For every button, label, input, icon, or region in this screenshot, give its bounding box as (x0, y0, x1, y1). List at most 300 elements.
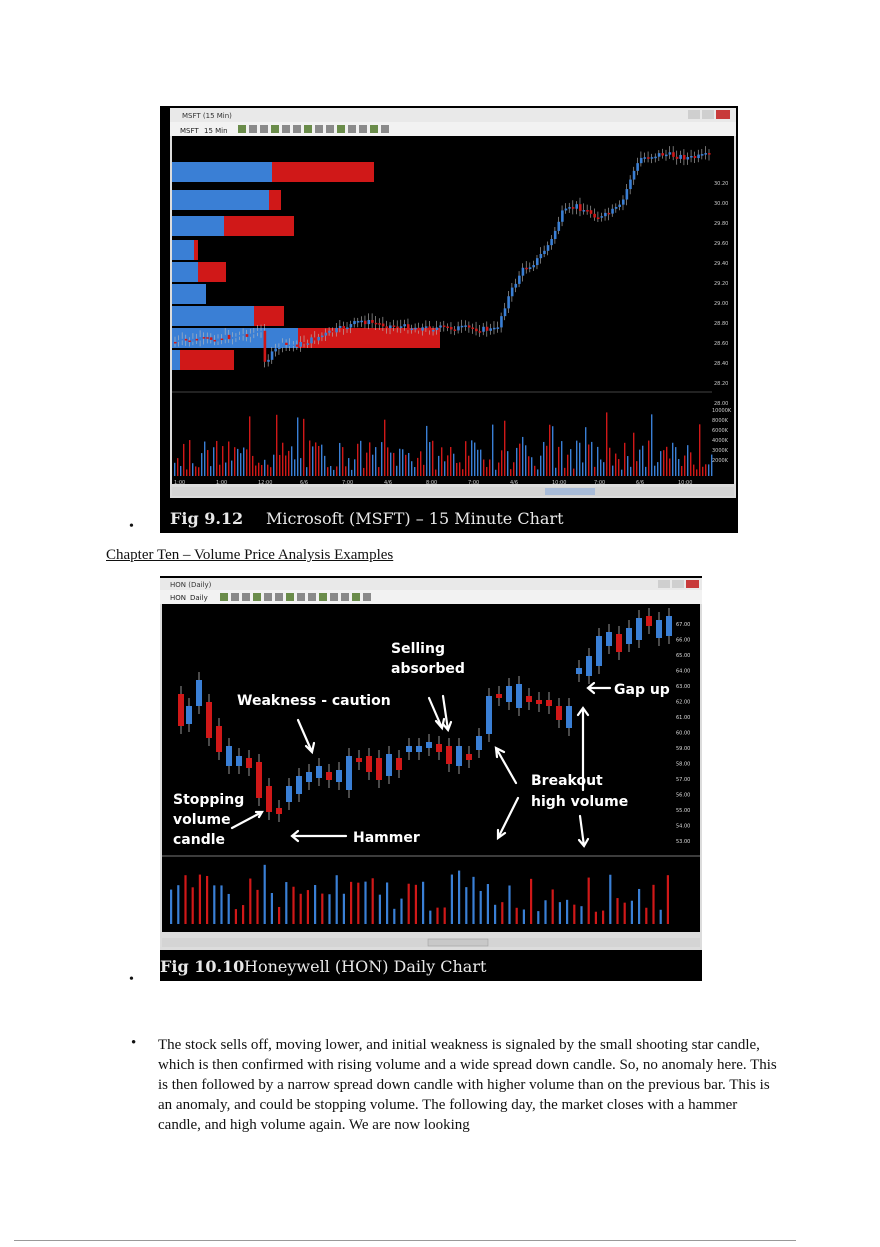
volume-bar (252, 456, 253, 476)
volume-bar (456, 463, 457, 476)
profile-bar-blue (172, 284, 206, 304)
candle-body (536, 700, 542, 704)
candle-body (196, 339, 199, 341)
volume-bar (225, 463, 226, 476)
candle-body (476, 736, 482, 750)
candle-body (236, 756, 242, 766)
volume-bar (438, 456, 439, 476)
candle-body (486, 696, 492, 734)
volume-bar (495, 470, 496, 476)
candle-body (626, 628, 632, 644)
volume-bar (633, 433, 634, 476)
volume-bar (381, 442, 382, 476)
volume-bar (429, 911, 431, 924)
volume-bar (559, 902, 561, 924)
volume-bar (242, 905, 244, 924)
volume-bar (432, 441, 433, 476)
volume-bar (600, 459, 601, 476)
candle-body (278, 348, 281, 350)
volume-bar (642, 446, 643, 476)
candle-body (285, 343, 288, 345)
volume-bar (530, 879, 532, 924)
volume-bar (579, 443, 580, 476)
candle-body (346, 756, 352, 790)
figure-caption-number: Fig 10.10 (160, 957, 245, 976)
volume-bar (363, 468, 364, 476)
figure-hon (160, 576, 702, 981)
candle-body (403, 324, 406, 326)
volume-bar (681, 466, 682, 476)
volume-bar (508, 885, 510, 924)
volume-bar (540, 456, 541, 476)
volume-bar (384, 420, 385, 476)
price-axis-label: 28.00 (714, 401, 729, 407)
volume-bar (246, 449, 247, 476)
volume-bar (372, 878, 374, 924)
annotation-gap-up: Gap up (614, 682, 670, 698)
toolbar-icon (260, 125, 268, 133)
volume-bar (399, 449, 400, 476)
candle-body (606, 632, 612, 646)
candle-body (342, 326, 345, 329)
volume-bar (447, 455, 448, 476)
volume-bar (408, 453, 409, 476)
candle-body (586, 656, 592, 676)
volume-bar (186, 469, 187, 476)
volume-bar (546, 446, 547, 476)
candle-body (636, 163, 639, 171)
candle-body (396, 327, 399, 329)
volume-bar (580, 906, 582, 924)
toolbar-icon (352, 593, 360, 601)
candle-body (479, 331, 482, 333)
candle-body (532, 265, 535, 267)
volume-bar (552, 426, 553, 476)
volume-bar (531, 457, 532, 476)
profile-bar-red (194, 240, 198, 260)
volume-bar (357, 883, 359, 924)
volume-bar (564, 468, 565, 476)
volume-bar (684, 456, 685, 476)
volume-bar (393, 453, 394, 476)
candle-body (604, 213, 607, 216)
volume-bar (468, 456, 469, 476)
volume-bar (417, 458, 418, 476)
candle-body (576, 668, 582, 674)
candle-body (651, 157, 654, 159)
volume-bar (267, 465, 268, 476)
volume-bar (516, 448, 517, 476)
price-axis-label: 53.00 (676, 839, 691, 845)
toolbar-icon (330, 593, 338, 601)
profile-bar-blue (172, 162, 272, 182)
candle-body (328, 331, 331, 333)
volume-bar (375, 447, 376, 476)
volume-bar (582, 462, 583, 476)
volume-bar (627, 456, 628, 476)
toolbar-interval: 15 Min (204, 127, 228, 135)
candle-body (228, 335, 231, 339)
annotation-high-volume: high volume (531, 794, 629, 810)
volume-bar (504, 421, 505, 476)
volume-bar (372, 455, 373, 476)
volume-bar (235, 909, 237, 924)
minimize-button[interactable] (688, 110, 700, 119)
candle-body (336, 770, 342, 782)
volume-bar (657, 462, 658, 476)
volume-bar (278, 907, 280, 924)
annotation-stopping: Stopping (173, 792, 245, 808)
candle-body (292, 345, 295, 347)
time-axis-label: 4/6 (384, 480, 393, 486)
candle-body (475, 329, 478, 332)
candle-body (646, 616, 652, 626)
volume-bar (552, 889, 554, 924)
candle-body (536, 258, 539, 265)
volume-bar (483, 460, 484, 476)
candle-body (296, 776, 302, 794)
time-axis-label: 7:00 (342, 480, 354, 486)
profile-bar-blue (172, 216, 224, 236)
volume-bar (597, 447, 598, 476)
close-button[interactable] (716, 110, 730, 119)
volume-bar (339, 443, 340, 476)
toolbar-icon (370, 125, 378, 133)
price-axis-label: 67.00 (676, 622, 691, 628)
candle-body (496, 694, 502, 698)
volume-bar (648, 441, 649, 476)
volume-bar (522, 437, 523, 476)
volume-bar (276, 415, 277, 476)
footer-rule (14, 1240, 796, 1241)
toolbar-icon (271, 125, 279, 133)
candle-body (414, 328, 417, 330)
volume-bar (201, 453, 202, 476)
volume-bar (327, 467, 328, 476)
volume-bar (651, 414, 652, 476)
volume-bar (510, 469, 511, 476)
volume-bar (534, 466, 535, 476)
candle-body (366, 756, 372, 772)
bullet: • (129, 972, 134, 987)
volume-bar (271, 893, 273, 924)
candle-body (500, 316, 503, 327)
candle-body (514, 284, 517, 288)
price-axis-label: 57.00 (676, 777, 691, 783)
close-button[interactable] (686, 580, 699, 588)
toolbar-icon (275, 593, 283, 601)
toolbar-icon (249, 125, 257, 133)
candle-body (468, 325, 471, 327)
volume-axis-label: 3000K (712, 448, 729, 454)
figure-msft (160, 106, 738, 533)
volume-bar (513, 462, 514, 476)
volume-bar (465, 887, 467, 924)
volume-bar (696, 469, 697, 476)
candle-body (506, 686, 512, 702)
volume-bar (400, 899, 402, 924)
candle-body (199, 337, 202, 340)
price-axis-label: 58.00 (676, 761, 691, 768)
volume-bar (414, 467, 415, 476)
candle-body (213, 340, 216, 342)
volume-bar (588, 878, 590, 924)
candle-body (260, 331, 263, 333)
volume-bar (318, 446, 319, 476)
volume-bar (636, 461, 637, 476)
candle-body (385, 326, 388, 328)
volume-bar (393, 909, 395, 924)
volume-bar (285, 456, 286, 476)
candle-body (690, 156, 693, 158)
volume-bar (519, 444, 520, 476)
volume-bar (297, 417, 298, 476)
volume-bar (180, 466, 181, 476)
volume-bar (264, 460, 265, 476)
volume-bar (279, 455, 280, 476)
price-axis-label: 56.00 (676, 792, 691, 799)
time-axis-label: 1:00 (174, 480, 186, 486)
candle-body (656, 620, 662, 638)
volume-bar (240, 453, 241, 476)
volume-bar (270, 467, 271, 476)
candle-body (522, 268, 525, 276)
toolbar-icon (297, 593, 305, 601)
candle-body (303, 342, 306, 344)
volume-bar (660, 910, 662, 924)
price-axis-label: 29.00 (714, 301, 729, 307)
candle-body (271, 351, 274, 359)
candle-body (708, 153, 711, 155)
volume-bar (660, 451, 661, 476)
toolbar-icon (304, 125, 312, 133)
volume-bar (708, 464, 709, 476)
volume-bar (292, 887, 294, 924)
candle-body (618, 205, 621, 207)
candle-body (443, 326, 446, 328)
volume-axis-label: 6000K (712, 428, 729, 434)
volume-bar (258, 463, 259, 476)
figure-caption-text: Microsoft (MSFT) – 15 Minute Chart (266, 509, 564, 528)
volume-bar (477, 450, 478, 476)
candle-body (432, 330, 435, 332)
price-axis-label: 62.00 (676, 699, 691, 706)
candle-body (565, 209, 568, 211)
volume-bar (672, 443, 673, 476)
volume-bar (213, 885, 215, 924)
candle-body (274, 348, 277, 351)
volume-bar (386, 882, 388, 924)
candle-body (310, 337, 313, 343)
volume-bar (638, 889, 640, 924)
time-axis-label: 10:00 (678, 480, 693, 486)
toolbar-icon (315, 125, 323, 133)
candle-body (335, 328, 338, 332)
candle-body (600, 216, 603, 218)
volume-bar (462, 469, 463, 476)
figure-caption-number: Fig 9.12 (170, 509, 244, 528)
candle-body (450, 327, 453, 329)
candle-body (426, 742, 432, 748)
price-axis-label: 28.60 (714, 341, 729, 347)
volume-bar (693, 465, 694, 476)
price-axis-label: 28.40 (714, 361, 729, 367)
candle-body (566, 706, 572, 728)
horizontal-scrollbar[interactable] (172, 487, 734, 496)
candle-body (239, 335, 242, 337)
scrollbar-thumb[interactable] (428, 939, 488, 946)
volume-bar (435, 470, 436, 476)
time-axis-label: 12:00 (258, 480, 273, 486)
volume-bar (591, 442, 592, 476)
candle-body (665, 155, 668, 157)
candle-body (231, 337, 234, 339)
volume-bar (411, 461, 412, 476)
volume-bar (486, 467, 487, 476)
volume-bar (624, 903, 626, 924)
volume-bar (390, 453, 391, 476)
window-title: HON (Daily) (170, 581, 212, 589)
volume-bar (555, 468, 556, 476)
volume-bar (378, 467, 379, 476)
volume-bar (436, 908, 438, 924)
candle-body (210, 337, 213, 340)
figure-caption-text: Honeywell (HON) Daily Chart (244, 957, 487, 976)
volume-bar (336, 466, 337, 476)
volume-bar (444, 907, 446, 924)
volume-bar (525, 445, 526, 476)
profile-bar-blue (172, 306, 254, 326)
volume-bar (237, 449, 238, 476)
candle-body (504, 308, 507, 316)
volume-bar (573, 905, 575, 924)
volume-bar (423, 465, 424, 476)
candle-body (425, 326, 428, 328)
volume-bar (345, 466, 346, 476)
candle-body (393, 325, 396, 327)
volume-bar (690, 452, 691, 476)
volume-bar (666, 447, 667, 476)
candle-body (486, 327, 489, 331)
candle-body (224, 335, 227, 340)
volume-bar (204, 442, 205, 476)
candle-body (216, 726, 222, 752)
maximize-button[interactable] (672, 580, 684, 588)
volume-bar (264, 865, 266, 924)
candle-body (658, 153, 661, 157)
toolbar-icon (341, 593, 349, 601)
volume-bar (348, 458, 349, 476)
volume-bar (588, 445, 589, 476)
volume-bar (687, 445, 688, 476)
volume-bar (366, 453, 367, 476)
time-axis-label: 1:00 (216, 480, 228, 486)
price-axis-label: 28.20 (714, 381, 729, 387)
volume-bar (480, 450, 481, 476)
toolbar-icon (308, 593, 316, 601)
maximize-button[interactable] (702, 110, 714, 119)
volume-axis-label: 8000K (712, 418, 729, 424)
candle-body (317, 337, 320, 340)
price-axis-label: 61.00 (676, 715, 691, 721)
price-axis-label: 30.00 (714, 201, 729, 207)
price-axis-label: 55.00 (676, 808, 691, 814)
volume-bar (336, 875, 338, 924)
volume-bar (343, 894, 345, 924)
volume-bar (288, 451, 289, 476)
price-axis-label: 63.00 (676, 684, 691, 690)
volume-bar (379, 895, 381, 924)
volume-bar (300, 458, 301, 476)
bullet: • (129, 519, 134, 534)
volume-bar (324, 456, 325, 476)
candle-body (421, 327, 424, 330)
volume-bar (350, 882, 352, 924)
volume-bar (307, 890, 309, 924)
toolbar-icon (359, 125, 367, 133)
volume-bar (192, 887, 194, 924)
candle-body (643, 157, 646, 159)
candle-body (661, 153, 664, 155)
candle-body (436, 744, 442, 752)
candle-body (186, 706, 192, 724)
volume-bar (451, 875, 453, 924)
price-axis-label: 64.00 (676, 668, 691, 675)
candle-body (188, 341, 191, 343)
candle-body (583, 210, 586, 212)
time-axis-label: 6/6 (300, 480, 309, 486)
candle-body (540, 254, 543, 258)
volume-bar (330, 466, 331, 476)
toolbar-icon (264, 593, 272, 601)
volume-bar (184, 875, 186, 924)
candle-body (406, 746, 412, 752)
candle-body (389, 325, 392, 328)
minimize-button[interactable] (658, 580, 670, 588)
volume-bar (639, 450, 640, 476)
scrollbar-thumb[interactable] (545, 488, 595, 495)
volume-bar (402, 449, 403, 476)
volume-bar (567, 455, 568, 476)
volume-bar (609, 448, 610, 476)
candle-body (253, 333, 256, 335)
volume-bar (606, 412, 607, 476)
volume-bar (405, 455, 406, 476)
volume-bar (699, 424, 700, 476)
volume-bar (702, 467, 703, 476)
candle-body (550, 239, 553, 245)
candle-body (633, 171, 636, 180)
volume-bar (516, 908, 518, 924)
candle-body (575, 204, 578, 209)
candle-body (640, 158, 643, 163)
candle-body (572, 207, 575, 209)
price-axis-label: 28.80 (714, 321, 729, 327)
volume-axis-label: 10000K (712, 408, 732, 414)
volume-bar (652, 885, 654, 924)
volume-bar (492, 425, 493, 476)
volume-bar (487, 884, 489, 924)
candle-body (629, 180, 632, 189)
volume-bar (261, 465, 262, 476)
annotation-weakness: Weakness - caution (237, 693, 391, 709)
candle-body (282, 343, 285, 348)
candle-body (418, 328, 421, 331)
volume-bar (595, 912, 597, 924)
candle-body (516, 684, 522, 708)
volume-bar (576, 441, 577, 476)
candle-body (461, 326, 464, 328)
